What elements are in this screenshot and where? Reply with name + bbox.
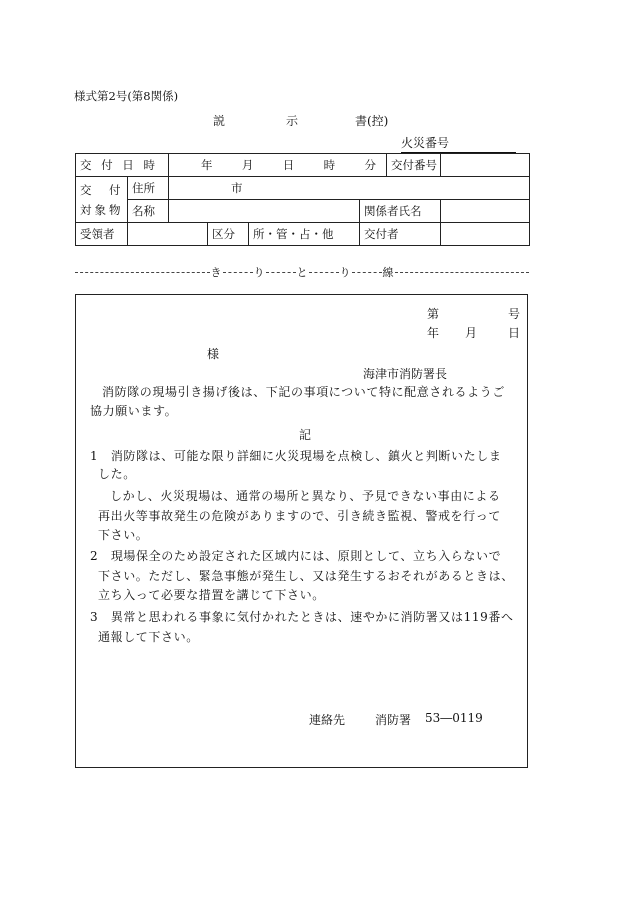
fire-number-field[interactable]: 火災番号: [401, 134, 516, 153]
item3-line-2: 通報して下さい。: [98, 630, 199, 644]
notice-day: 日: [508, 326, 521, 340]
city-label: 市: [231, 181, 243, 195]
cut-char-ri-1: り: [253, 266, 265, 279]
issue-datetime-label: 交 付 日 時: [76, 154, 169, 177]
notice-month: 月: [465, 326, 478, 340]
cut-char-ki: き: [210, 266, 222, 279]
notice-number-suffix: 号: [508, 307, 521, 321]
cut-char-sen: 線: [382, 266, 394, 279]
notice-year: 年: [427, 326, 440, 340]
title-char-2: 示: [286, 114, 299, 128]
title-char-3: 書(控): [355, 114, 389, 128]
related-person-field[interactable]: [441, 200, 530, 223]
issuance-table: [75, 153, 530, 246]
cut-char-ri-2: り: [339, 266, 351, 279]
notice-box: [75, 294, 528, 768]
issue-number-label: 交付番号: [387, 154, 441, 177]
item3-line-1: 3 異常と思われる事象に気付かれたときは、速やかに消防署又は119番へ: [90, 610, 514, 624]
month-label: 月: [241, 158, 254, 172]
item1-line-1: 1 消防隊は、可能な限り詳細に火災現場を点検し、鎮火と判断いたしま: [90, 449, 502, 463]
intro-line-1: 消防隊の現場引き揚げ後は、下記の事項について特に配意されるようご: [102, 385, 505, 399]
recipient-label: 受領者: [76, 223, 128, 246]
title-char-1: 説: [213, 114, 226, 128]
item1-line-5: 下さい。: [98, 528, 149, 542]
issuer-label: 交付者: [360, 223, 441, 246]
form-number: 様式第2号(第8関係): [74, 89, 179, 103]
hour-label: 時: [323, 158, 336, 172]
target-label-line-1: 交 付: [80, 182, 124, 197]
issuer-field[interactable]: [441, 223, 530, 246]
item1-line-3: しかし、火災現場は、通常の場所と異なり、予見できない事由による: [110, 489, 501, 503]
name-field[interactable]: [169, 200, 360, 223]
address-label: 住所: [128, 177, 169, 200]
related-person-label: 関係者氏名: [360, 200, 441, 223]
year-label: 年: [201, 158, 213, 172]
target-label-line-2: 対象物: [80, 202, 124, 217]
issue-datetime-field[interactable]: [169, 154, 387, 177]
cut-char-to: と: [296, 266, 308, 279]
address-field[interactable]: [169, 177, 530, 200]
item1-line-4: 再出火等事故発生の危険がありますので、引き続き監視、警戒を行って: [98, 509, 501, 523]
name-label: 名称: [128, 200, 169, 223]
notice-number-label: 第: [427, 307, 440, 321]
addressee-sama: 様: [207, 347, 220, 361]
ki-heading: 記: [299, 428, 312, 442]
intro-line-2: 協力願います。: [90, 404, 178, 418]
issue-number-field[interactable]: [441, 154, 530, 177]
item2-line-1: 2 現場保全のため設定された区域内には、原則として、立ち入らないで: [90, 549, 502, 563]
cut-line: [75, 264, 529, 280]
target-label: [76, 177, 128, 223]
contact-label: 連絡先: [309, 713, 346, 727]
recipient-field[interactable]: [128, 223, 208, 246]
day-label: 日: [282, 158, 295, 172]
item1-line-2: した。: [98, 467, 136, 481]
contact-org: 消防署: [375, 713, 412, 727]
category-label: 区分: [208, 223, 249, 246]
item2-line-3: 立ち入って必要な措置を講じて下さい。: [98, 588, 325, 602]
contact-phone: 53―0119: [425, 711, 483, 725]
item2-line-2: 下さい。ただし、緊急事態が発生し、又は発生するおそれがあるときは、: [98, 569, 514, 583]
category-options[interactable]: 所・管・占・他: [249, 223, 360, 246]
sender: 海津市消防署長: [363, 367, 448, 381]
minute-label: 分: [364, 158, 376, 172]
